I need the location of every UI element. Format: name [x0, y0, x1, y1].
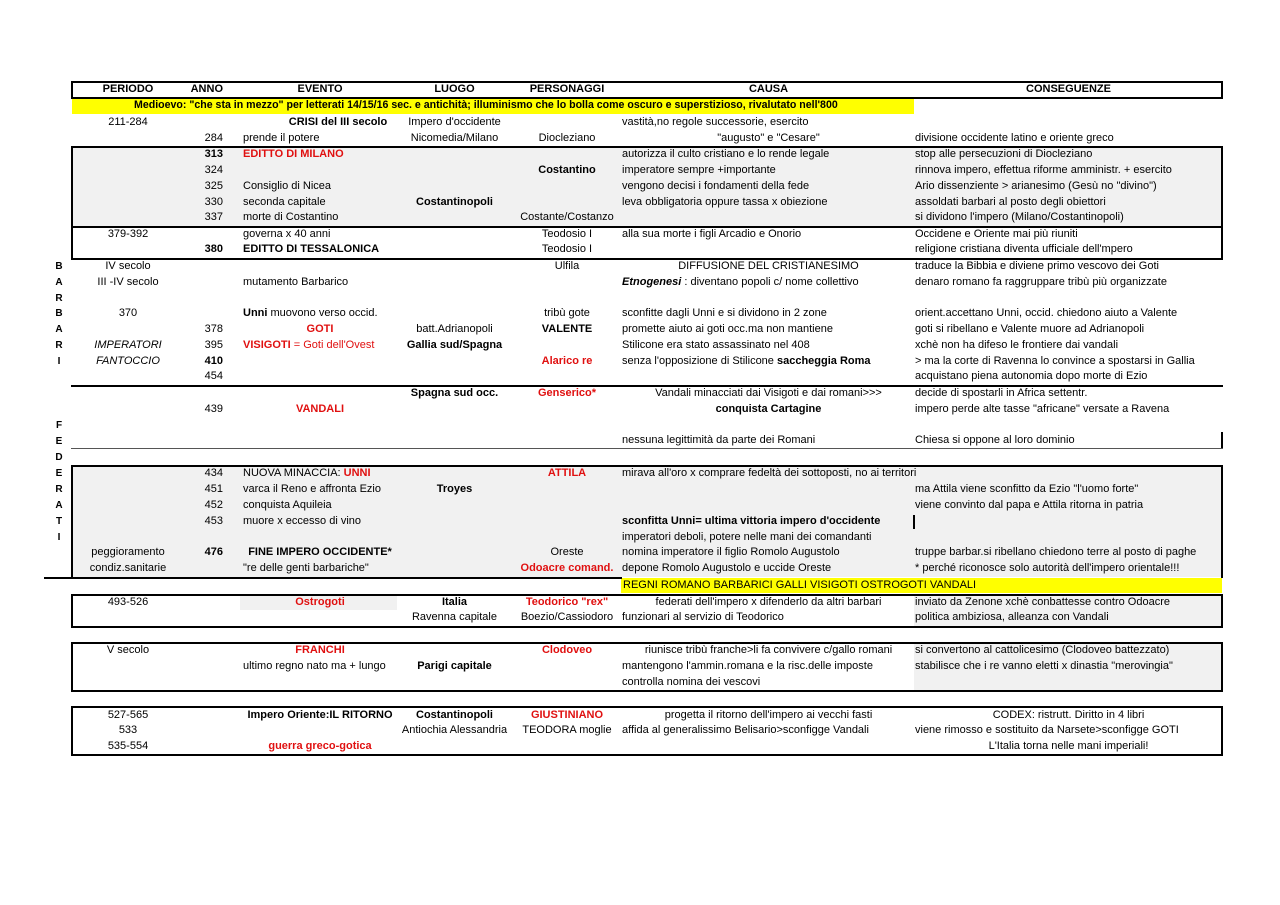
cell-anno: 395 [204, 339, 223, 351]
cell-evento: guerra greco-gotica [268, 740, 372, 752]
cell-anno: 378 [204, 323, 223, 335]
side-letter: B [55, 261, 63, 272]
cell-anno: 452 [204, 499, 223, 511]
cell-personaggi: Costantino [538, 164, 596, 176]
cell-periodo: FANTOCCIO [96, 355, 160, 367]
intro-row [72, 98, 1222, 114]
cell-personaggi: Costante/Costanzo [520, 211, 614, 223]
col-anno: ANNO [190, 83, 223, 95]
divider [71, 146, 73, 259]
cell-causa: federati dell'impero x difenderlo da altri barbari [655, 596, 882, 608]
cell-conseguenze: viene convinto dal papa e Attila ritorna in patria [915, 499, 1144, 511]
table-row [72, 131, 1222, 147]
cell-conseguenze: orient.accettano Unni, occid. chiedono aiuto a Valente [915, 307, 1178, 319]
table-row [72, 675, 1222, 691]
cell-conseguenze: > ma la corte di Ravenna lo convince a spostarsi in Gallia [915, 355, 1195, 367]
cell-anno: 330 [204, 196, 223, 208]
side-letter: B [55, 308, 63, 319]
divider [71, 385, 1223, 387]
col-causa: CAUSA [748, 83, 789, 95]
cell-causa: promette aiuto ai goti occ.ma non mantiene [622, 323, 833, 335]
cell-personaggi: Clodoveo [541, 644, 593, 656]
table-row [72, 210, 1222, 226]
cell-evento: varca il Reno e affronta Ezio [243, 483, 381, 495]
cell-evento: Ostrogoti [295, 596, 345, 608]
cell-conseguenze: politica ambiziosa, alleanza con Vandali [915, 611, 1109, 623]
cell-conseguenze: impero perde alte tasse "africane" versate a Ravena [915, 403, 1170, 415]
cell-evento [243, 466, 397, 482]
cell-personaggi: Teodorico "rex" [525, 596, 609, 608]
cell-anno: 337 [204, 211, 223, 223]
side-letter: R [55, 340, 63, 351]
cell-personaggi: TEODORA moglie [522, 724, 612, 736]
cell-causa: imperatore sempre +importante [622, 164, 776, 176]
cell-periodo: 493-526 [107, 596, 149, 608]
table-row [72, 386, 1222, 402]
cell-personaggi: Boezio/Cassiodoro [520, 611, 614, 623]
cell-causa [622, 354, 915, 370]
cell-conseguenze: traduce la Bibbia e diviene primo vescovo dei Goti [915, 260, 1159, 272]
cell-causa: Stilicone era stato assassinato nel 408 [622, 339, 810, 351]
cell-conseguenze: truppe barbar.si ribellano chiedono terre al posto di paghe [915, 546, 1197, 558]
cell-conseguenze: si convertono al cattolicesimo (Clodoveo battezzato) [915, 644, 1170, 656]
table-row [72, 545, 1222, 561]
table-row [72, 322, 1222, 338]
divider [71, 258, 1223, 260]
cell-conseguenze: si dividono l'impero (Milano/Costantinopoli) [915, 211, 1124, 223]
cell-evento: EDITTO DI TESSALONICA [243, 243, 380, 255]
divider [71, 690, 1223, 692]
cell-causa: leva obbligatoria oppure tassa x obiezione [622, 196, 828, 208]
cell-causa: mantengono l'ammin.romana e la risc.delle imposte [622, 660, 873, 672]
table-row [72, 595, 1222, 611]
side-letter: R [55, 484, 63, 495]
cell-causa [622, 275, 915, 291]
side-letter: A [55, 277, 63, 288]
table-row [72, 578, 1222, 594]
col-periodo: PERIODO [102, 83, 154, 95]
divider [71, 642, 1223, 644]
cell-causa: Vandali minacciati dai Visigoti e dai romani>>> [655, 387, 882, 399]
table-row [72, 659, 1222, 675]
stilicone-text: senza l'opposizione di Stilicone [622, 355, 777, 367]
cell-conseguenze: religione cristiana diventa ufficiale dell'mpero [915, 243, 1133, 255]
cell-periodo: 370 [118, 307, 138, 319]
divider [71, 81, 73, 99]
cell-periodo: peggioramento [91, 546, 165, 558]
cell-anno: 324 [204, 164, 223, 176]
minaccia-text: NUOVA MINACCIA: [243, 467, 344, 479]
cell-causa: "augusto" e "Cesare" [717, 132, 820, 144]
cell-causa: conquista Cartagine [715, 403, 822, 415]
cell-causa: sconfitta Unni= ultima vittoria impero d'occidente [622, 515, 881, 527]
cell-periodo: 533 [118, 724, 138, 736]
cell-causa: controlla nomina dei vescovi [622, 676, 761, 688]
divider [71, 754, 1223, 756]
col-conseguenze: CONSEGUENZE [1026, 83, 1111, 95]
cell-personaggi: Diocleziano [538, 132, 596, 144]
cell-causa: autorizza il culto cristiano e lo rende legale [622, 148, 830, 160]
cell-personaggi: GIUSTINIANO [530, 709, 604, 721]
cell-conseguenze: stabilisce che i re vanno eletti x dinastia "merovingia" [915, 660, 1173, 672]
table-row [72, 643, 1222, 659]
cell-conseguenze: Occidene e Oriente mai più riuniti [915, 228, 1078, 240]
visigoti-text: = Goti dell'Ovest [290, 339, 375, 351]
cell-periodo: 535-554 [107, 740, 149, 752]
side-letter: E [55, 436, 63, 447]
cell-evento: morte di Costantino [243, 211, 339, 223]
table-row [72, 179, 1222, 195]
cell-evento: "re delle genti barbariche" [243, 562, 369, 574]
table-row [72, 723, 1222, 739]
cell-conseguenze: * perché riconosce solo autorità dell'impero orientale!!! [915, 562, 1180, 574]
side-letter: E [55, 468, 63, 479]
unni-term: Unni [243, 307, 268, 319]
side-letter: I [57, 532, 61, 543]
cell-luogo: Impero d'occidente [408, 116, 501, 128]
table-row [72, 115, 1222, 131]
divider [71, 706, 1223, 708]
cell-conseguenze: acquistano piena autonomia dopo morte di Ezio [915, 370, 1148, 382]
cell-luogo: Troyes [436, 483, 473, 495]
side-letter: F [55, 420, 63, 431]
cell-evento [243, 338, 397, 354]
table-row [72, 147, 1222, 163]
divider [1221, 706, 1223, 756]
cell-conseguenze: inviato da Zenone xchè conbattesse contro Odoacre [915, 596, 1170, 608]
cell-evento: FRANCHI [295, 644, 345, 656]
cell-periodo: III -IV secolo [97, 276, 159, 288]
cell-causa: sconfitte dagli Unni e si dividono in 2 zone [622, 307, 827, 319]
divider [71, 594, 73, 628]
cell-anno: 453 [204, 515, 223, 527]
divider [71, 626, 1223, 628]
table-row [72, 739, 1222, 755]
etnogenesi-term: Etnogenesi [622, 276, 682, 288]
table-row [72, 610, 1222, 626]
cell-anno: 313 [204, 148, 223, 160]
divider [71, 642, 73, 692]
cell-conseguenze: viene rimosso e sostituito da Narsete>sconfigge GOTI [915, 724, 1179, 736]
divider [1221, 81, 1223, 99]
cell-causa: vengono decisi i fondamenti della fede [622, 180, 810, 192]
cell-evento: EDITTO DI MILANO [243, 148, 344, 160]
table-row [72, 163, 1222, 179]
cell-causa: nomina imperatore il figlio Romolo Augustolo [622, 546, 840, 558]
cell-luogo: Nicomedia/Milano [410, 132, 499, 144]
table-row [72, 275, 1222, 291]
cell-conseguenze: xchè non ha difeso le frontiere dai vandali [915, 339, 1119, 351]
cell-evento: Impero Oriente:IL RITORNO [247, 709, 393, 721]
divider [71, 81, 1223, 83]
cell-personaggi: Alarico re [541, 355, 593, 367]
table-row [72, 482, 1222, 498]
cell-conseguenze: rinnova impero, effettua riforme amministr. + esercito [915, 164, 1172, 176]
regni-banner: REGNI ROMANO BARBARICI GALLI VISIGOTI OSTROGOTI VANDALI [623, 579, 977, 591]
cell-anno: 284 [204, 132, 223, 144]
col-personaggi: PERSONAGGI [529, 83, 605, 95]
cell-luogo: Costantinopoli [416, 709, 493, 721]
cell-personaggi: Ulfila [554, 260, 580, 272]
cell-conseguenze: CODEX: ristrutt. Diritto in 4 libri [992, 709, 1145, 721]
side-letter: A [55, 500, 63, 511]
divider [1221, 432, 1223, 449]
cell-causa: DIFFUSIONE DEL CRISTIANESIMO [678, 260, 859, 272]
cell-evento: Consiglio di Nicea [243, 180, 332, 192]
cell-evento: conquista Aquileia [243, 499, 332, 511]
table-row [72, 338, 1222, 354]
cell-evento: governa x 40 anni [243, 228, 331, 240]
cell-luogo: Costantinopoli [416, 196, 493, 208]
cell-evento: VANDALI [295, 403, 345, 415]
cell-causa: riunisce tribù franche>li fa convivere c/gallo romani [644, 644, 893, 656]
cell-causa: affida al generalissimo Belisario>sconfigge Vandali [622, 724, 869, 736]
cell-conseguenze: assoldati barbari al posto degli obiettori [915, 196, 1106, 208]
unni-text: muovono verso occid. [267, 307, 378, 319]
table-row [72, 433, 1222, 449]
cell-personaggi: Odoacre comand. [520, 562, 614, 574]
cell-causa: mirava all'oro x comprare fedeltà dei sottoposti, no ai territori [622, 467, 917, 479]
table-row [72, 195, 1222, 211]
cell-evento: FINE IMPERO OCCIDENTE* [248, 546, 392, 558]
divider [1221, 465, 1223, 578]
table-row [72, 259, 1222, 275]
divider [1221, 642, 1223, 692]
etnogenesi-def: : diventano popoli c/ nome collettivo [681, 276, 859, 288]
cell-anno: 451 [204, 483, 223, 495]
table-row [72, 708, 1222, 724]
side-letter: A [55, 324, 63, 335]
cell-periodo: condiz.sanitarie [89, 562, 167, 574]
cell-causa: funzionari al servizio di Teodorico [622, 611, 784, 623]
cell-personaggi: ATTILA [547, 467, 587, 479]
cell-evento: ultimo regno nato ma + lungo [243, 660, 386, 672]
table-row [72, 561, 1222, 577]
col-luogo: LUOGO [434, 83, 475, 95]
cell-personaggi: VALENTE [541, 323, 593, 335]
intro-text: Medioevo: "che sta in mezzo" per letterati 14/15/16 sec. e antichità; illuminismo che lo bolla come oscuro e superstizioso, rivalutato nell'800 [134, 99, 838, 111]
cell-causa: imperatori deboli, potere nelle mani dei comandanti [622, 531, 872, 543]
table-row [72, 402, 1222, 418]
cell-anno: 325 [204, 180, 223, 192]
cell-causa: depone Romolo Augustolo e uccide Oreste [622, 562, 832, 574]
cell-conseguenze: divisione occidente latino e oriente greco [915, 132, 1114, 144]
cell-luogo: Antiochia Alessandria [401, 724, 508, 736]
cell-conseguenze: ma Attila viene sconfitto da Ezio "l'uomo forte" [915, 483, 1139, 495]
cell-conseguenze: decide di spostarli in Africa settentr. [915, 387, 1088, 399]
cell-evento: mutamento Barbarico [243, 276, 349, 288]
table-row [72, 242, 1222, 258]
side-letter: I [57, 356, 61, 367]
divider [71, 465, 73, 578]
cell-evento: muore x eccesso di vino [243, 515, 361, 527]
table-row [72, 227, 1222, 243]
side-letter: D [55, 452, 63, 463]
divider [71, 448, 1223, 449]
cell-periodo: IV secolo [105, 260, 151, 272]
cell-conseguenze: denaro romano fa raggruppare tribù più organizzate [915, 276, 1167, 288]
unni-term: UNNI [343, 467, 371, 479]
table-row [72, 498, 1222, 514]
cell-anno: 380 [204, 243, 223, 255]
cell-luogo: Ravenna capitale [411, 611, 497, 623]
cell-evento [243, 306, 397, 322]
divider [1221, 146, 1223, 259]
divider [71, 465, 1223, 467]
table-row [72, 354, 1222, 370]
table-row [72, 306, 1222, 322]
table-row [72, 530, 1222, 546]
cell-periodo: V secolo [106, 644, 150, 656]
cell-conseguenze: goti si ribellano e Valente muore ad Adrianopoli [915, 323, 1145, 335]
cell-personaggi: Teodosio I [541, 228, 593, 240]
table-row [72, 369, 1222, 385]
cell-anno: 434 [204, 467, 223, 479]
cell-causa: alla sua morte i figli Arcadio e Onorio [622, 228, 802, 240]
cell-conseguenze: stop alle persecuzioni di Diocleziano [915, 148, 1093, 160]
cell-personaggi: tribù gote [544, 307, 590, 319]
cell-periodo: IMPERATORI [94, 339, 162, 351]
cell-causa: nessuna legittimità da parte dei Romani [622, 434, 816, 446]
table-row [72, 514, 1222, 530]
cell-causa: progetta il ritorno dell'impero ai vecchi fasti [664, 709, 873, 721]
table-row [72, 466, 1222, 482]
divider [44, 577, 622, 579]
cell-periodo: 379-392 [107, 228, 149, 240]
cell-evento: CRISI del III secolo [288, 116, 388, 128]
cell-conseguenze: L'Italia torna nelle mani imperiali! [988, 740, 1149, 752]
cell-conseguenze: Ario dissenziente > arianesimo (Gesù no "divino") [915, 180, 1157, 192]
cell-anno: 410 [204, 355, 223, 367]
cell-personaggi: Oreste [550, 546, 584, 558]
cell-luogo: batt.Adrianopoli [416, 323, 493, 335]
cell-personaggi: Teodosio I [541, 243, 593, 255]
cell-luogo: Parigi capitale [417, 660, 492, 672]
side-letter: R [55, 293, 63, 304]
cell-luogo: Gallia sud/Spagna [406, 339, 503, 351]
cell-causa: vastità,no regole successorie, esercito [622, 116, 809, 128]
divider [71, 594, 1223, 596]
cell-periodo: 527-565 [107, 709, 149, 721]
side-letter: T [55, 516, 63, 527]
text-cursor [913, 515, 915, 529]
cell-anno: 439 [204, 403, 223, 415]
cell-evento: prende il potere [243, 132, 320, 144]
cell-periodo: 211-284 [108, 116, 148, 128]
divider [71, 706, 73, 756]
cell-anno: 454 [204, 370, 223, 382]
cell-evento: GOTI [306, 323, 334, 335]
visigoti-term: VISIGOTI [243, 339, 291, 351]
saccheggia-term: saccheggia Roma [776, 355, 871, 367]
divider [71, 146, 1223, 148]
col-evento: EVENTO [297, 83, 343, 95]
divider [1221, 594, 1223, 628]
divider [71, 226, 1223, 228]
divider [71, 97, 1223, 99]
cell-anno: 476 [204, 546, 223, 558]
cell-personaggi: Genserico* [537, 387, 597, 399]
cell-evento: seconda capitale [243, 196, 326, 208]
cell-conseguenze: Chiesa si oppone al loro dominio [915, 434, 1075, 446]
table-header [72, 82, 1222, 98]
cell-luogo: Spagna sud occ. [410, 387, 499, 399]
cell-luogo: Italia [441, 596, 468, 608]
